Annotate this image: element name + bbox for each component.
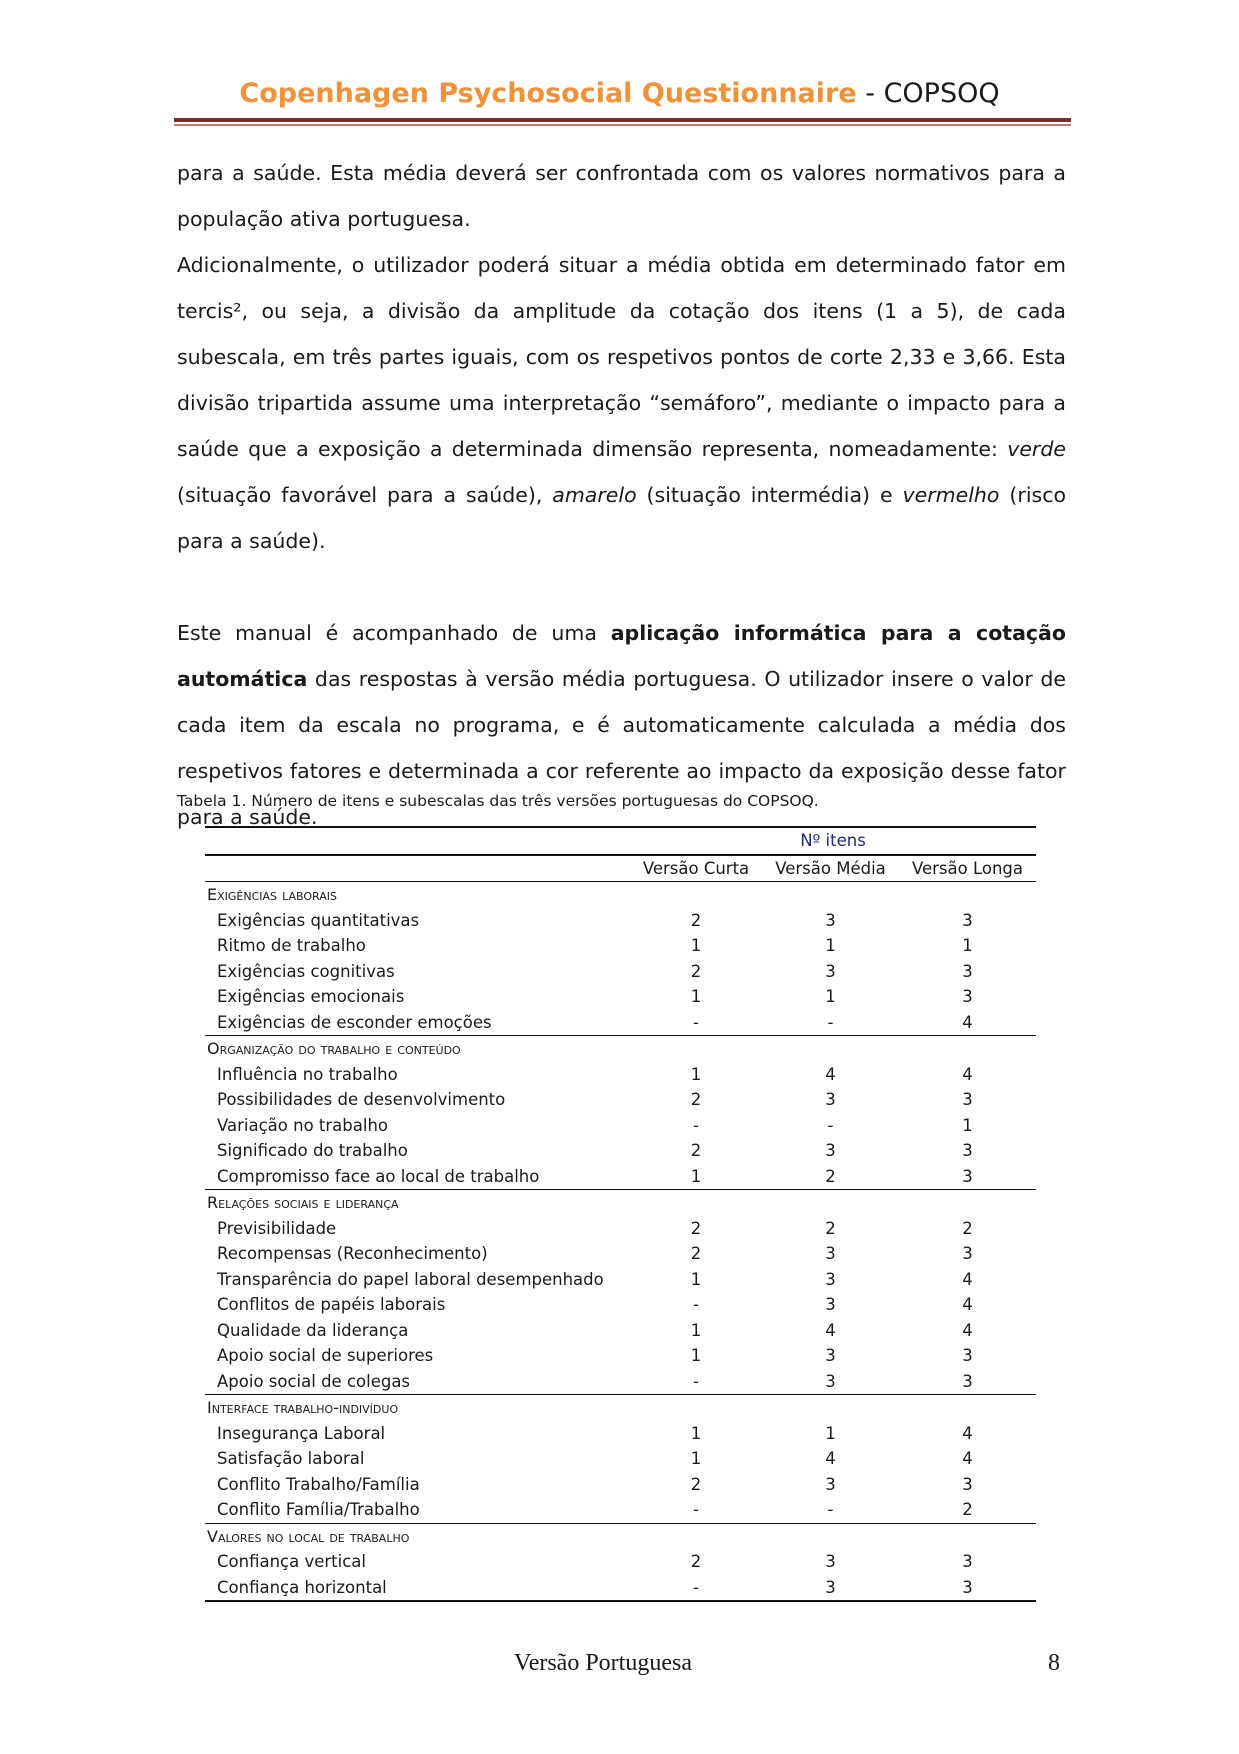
table-row-label: Qualidade da liderança xyxy=(217,1320,409,1340)
table-cell-value: 2 xyxy=(825,1166,836,1186)
table-row xyxy=(205,1241,1036,1267)
table-row-label: Significado do trabalho xyxy=(217,1141,408,1160)
term-vermelho: vermelho xyxy=(902,483,1000,507)
table-cell-value: 4 xyxy=(962,1269,973,1289)
table-section-title: Organização do trabalho e conteúdo xyxy=(205,1036,1036,1062)
table-cell-value: 2 xyxy=(690,1218,702,1238)
table-cell-value: - xyxy=(693,1115,699,1135)
table-row xyxy=(205,1472,1036,1498)
table-row-label: Insegurança Laboral xyxy=(217,1423,386,1443)
table-cell-value: 4 xyxy=(825,1320,836,1340)
table-section-row xyxy=(205,1523,1036,1549)
table-cell-value: 1 xyxy=(690,1269,702,1289)
table-cell-value: - xyxy=(827,1115,834,1135)
table-group-header: Nº itens xyxy=(630,827,1036,855)
table-section-row xyxy=(205,1036,1036,1062)
table-row-label: Exigências emocionais xyxy=(217,987,405,1006)
table-cell-value: 3 xyxy=(962,1474,973,1494)
table-row-label: Ritmo de trabalho xyxy=(217,936,366,955)
paragraph-2-text-c: (situação intermédia) e xyxy=(636,483,903,507)
table-cell-value: 1 xyxy=(690,1320,702,1340)
table-row-label: Satisfação laboral xyxy=(217,1449,365,1468)
table-row-label: Conflitos de papéis laborais xyxy=(217,1295,446,1314)
table-section-row xyxy=(205,882,1036,908)
table-row xyxy=(205,1497,1036,1523)
table-row xyxy=(205,1087,1036,1113)
table-cell-value: 2 xyxy=(825,1218,836,1238)
term-amarelo: amarelo xyxy=(552,483,637,507)
table-row-label: Possibilidades de desenvolvimento xyxy=(217,1090,506,1109)
table-row xyxy=(205,908,1036,934)
table-row xyxy=(205,959,1036,985)
table-cell-value: 1 xyxy=(690,1064,702,1084)
table-row-label: Exigências de esconder emoções xyxy=(217,1012,492,1032)
table-row xyxy=(205,1369,1036,1395)
table-section-row xyxy=(205,1395,1036,1421)
table-cell-value: 3 xyxy=(825,1295,836,1314)
paragraph-3-text-a: Este manual é acompanhado de uma xyxy=(177,621,611,645)
table-cell-value: 3 xyxy=(825,1474,836,1494)
table-row xyxy=(205,1062,1036,1088)
table-row xyxy=(205,1549,1036,1575)
table-cell-value: - xyxy=(827,1500,834,1519)
paragraph-gap xyxy=(177,564,1066,610)
table-cell-value: 2 xyxy=(962,1218,973,1238)
table-cell-value: 3 xyxy=(899,1575,1036,1602)
footer-page-number: 8 xyxy=(1048,1650,1060,1676)
table-cell-value: 2 xyxy=(690,1090,702,1109)
column-header-media: Versão Média xyxy=(762,855,899,882)
table-row xyxy=(205,1216,1036,1242)
table-cell-value: 1 xyxy=(690,1449,702,1468)
table-row-label: Variação no trabalho xyxy=(217,1115,389,1135)
table-cell-value: 1 xyxy=(690,1423,702,1443)
table-cell-value: 4 xyxy=(825,1064,836,1084)
page-header-title xyxy=(0,76,1239,112)
table-row xyxy=(205,1421,1036,1447)
table-cell-value: - xyxy=(693,1371,699,1391)
table-cell-value: - xyxy=(827,1012,834,1032)
table-cell-value: 3 xyxy=(825,1552,836,1571)
paragraph-1: para a saúde. Esta média deverá ser confrontada com os valores normativos para a população ativa portuguesa. xyxy=(177,161,1066,231)
table-cell-value: 3 xyxy=(825,1371,836,1391)
table-caption: Tabela 1. Número de itens e subescalas das três versões portuguesas do COPSOQ. xyxy=(177,792,819,810)
table-row xyxy=(205,1164,1036,1190)
table-row xyxy=(205,984,1036,1010)
table-cell-value: 1 xyxy=(690,936,702,955)
table-row xyxy=(205,1343,1036,1369)
table-cell-value: 4 xyxy=(962,1064,973,1084)
table-row-label: Influência no trabalho xyxy=(217,1064,398,1084)
table-cell-value: 1 xyxy=(825,1423,836,1443)
table-cell-value: 3 xyxy=(962,961,973,981)
table-cell-value: 2 xyxy=(962,1500,973,1519)
paragraph-3-bold: aplicação informática para a cotação automática xyxy=(177,621,1066,691)
table-cell-value: 3 xyxy=(825,1244,836,1263)
table-section-title: Interface trabalho-indivíduo xyxy=(205,1395,1036,1421)
table-cell-value: 2 xyxy=(690,961,702,981)
table-row-label: Conflito Família/Trabalho xyxy=(217,1500,420,1519)
term-verde: verde xyxy=(1007,437,1066,461)
table-cell-value: 1 xyxy=(825,987,836,1006)
table-cell-value: - xyxy=(630,1575,762,1602)
table-cell-value: 1 xyxy=(962,1115,973,1135)
table-cell-value: 3 xyxy=(825,1141,836,1160)
table-cell-value: 4 xyxy=(825,1449,836,1468)
table-cell-value: 3 xyxy=(825,1269,836,1289)
table-cell-value: 3 xyxy=(962,1244,973,1263)
footer-version-label: Versão Portuguesa xyxy=(514,1650,692,1676)
table-cell-value: - xyxy=(693,1012,699,1032)
table-cell-value: 4 xyxy=(962,1423,973,1443)
table-row xyxy=(205,1010,1036,1036)
table-cell-value: 2 xyxy=(690,910,702,930)
table-row-label: Previsibilidade xyxy=(217,1218,337,1238)
table-column-header-row xyxy=(205,855,1036,882)
table-row xyxy=(205,1575,1036,1602)
table-row-label: Recompensas (Reconhecimento) xyxy=(217,1244,488,1263)
table-cell-value: 3 xyxy=(825,1346,836,1365)
table-cell-value: 4 xyxy=(962,1320,973,1340)
table-row-label: Exigências quantitativas xyxy=(217,910,420,930)
table-row-label: Apoio social de superiores xyxy=(217,1346,434,1365)
table-cell-value: 3 xyxy=(962,987,973,1006)
table-row-label: Confiança vertical xyxy=(217,1552,366,1571)
table-cell-value: 2 xyxy=(690,1552,702,1571)
table-cell-value: 1 xyxy=(690,1166,702,1186)
header-title-main: Copenhagen Psychosocial Questionnaire xyxy=(239,78,857,109)
table-row-label: Confiança horizontal xyxy=(205,1575,630,1602)
table-row xyxy=(205,1267,1036,1293)
table-cell-value: - xyxy=(693,1500,699,1519)
table-cell-value: 3 xyxy=(762,1575,899,1602)
items-table xyxy=(205,826,1036,1602)
table-row xyxy=(205,933,1036,959)
table-section-title: Exigências laborais xyxy=(207,885,337,904)
table-row-label: Transparência do papel laboral desempenhado xyxy=(217,1269,604,1289)
table-cell-value: 3 xyxy=(962,1346,973,1365)
table-cell-value: 3 xyxy=(962,1090,973,1109)
column-header-longa: Versão Longa xyxy=(899,855,1036,882)
table-cell-value: 3 xyxy=(962,910,973,930)
table-cell-value: 3 xyxy=(825,1090,836,1109)
table-row xyxy=(205,1446,1036,1472)
table-cell-value: 3 xyxy=(962,1552,973,1571)
table-cell-value: 2 xyxy=(690,1474,702,1494)
table-cell-value: 1 xyxy=(825,936,836,955)
table-cell-value: 4 xyxy=(962,1012,973,1032)
table-cell-value: 3 xyxy=(825,910,836,930)
table-row xyxy=(205,1318,1036,1344)
column-header-curta: Versão Curta xyxy=(630,855,762,882)
paragraph-3-text-b: das respostas à versão média portuguesa. O utilizador insere o valor de cada item da escala no programa, e é automaticamente calculada a média dos respetivos fatores e determinada a cor referente ao impacto da exposição desse fator para a saúde. xyxy=(177,667,1066,829)
table-row-label: Compromisso face ao local de trabalho xyxy=(217,1166,540,1186)
table-row-label: Conflito Trabalho/Família xyxy=(217,1474,420,1494)
header-title-acronym: COPSOQ xyxy=(883,78,1000,109)
paragraph-2 xyxy=(177,242,1066,564)
table-cell-value: 3 xyxy=(825,961,836,981)
paragraph-2-text-a: Adicionalmente, o utilizador poderá situar a média obtida em determinado fator em tercis², ou seja, a divisão da amplitude da cotação dos itens (1 a 5), de cada subescala, em três partes iguais, com os respetivos pontos de corte 2,33 e 3,66. Esta divisão tripartida assume uma interpretação “semáforo”, mediante o impacto para a saúde que a exposição a determinada dimensão representa, nomeadamente: xyxy=(177,253,1066,461)
header-divider-thick xyxy=(174,118,1071,122)
table-cell-value: 2 xyxy=(690,1141,702,1160)
table-cell-value: 1 xyxy=(690,987,702,1006)
table-row xyxy=(205,1138,1036,1164)
body-text xyxy=(177,150,1066,840)
table-cell-value: - xyxy=(693,1295,699,1314)
table-row xyxy=(205,1113,1036,1139)
table-row-label: Exigências cognitivas xyxy=(217,961,395,981)
table-cell-value: 4 xyxy=(962,1295,973,1314)
table-cell-value: 3 xyxy=(962,1166,973,1186)
table-cell-value: 3 xyxy=(962,1371,973,1391)
table-cell-value: 1 xyxy=(962,936,973,955)
header-divider-thin xyxy=(174,124,1071,126)
paragraph-2-text-b: (situação favorável para a saúde), xyxy=(177,483,553,507)
table-section-row xyxy=(205,1190,1036,1216)
header-title-separator: - xyxy=(856,78,884,109)
table-cell-value: 4 xyxy=(962,1449,973,1468)
table-cell-value: 3 xyxy=(962,1141,973,1160)
table-row xyxy=(205,1292,1036,1318)
table-group-header-row xyxy=(205,827,1036,855)
table-row-label: Apoio social de colegas xyxy=(217,1371,411,1391)
table-cell-value: 2 xyxy=(690,1244,702,1263)
table-section-title: Valores no local de trabalho xyxy=(205,1523,1036,1549)
table-section-title: Relações sociais e liderança xyxy=(205,1190,1036,1216)
table-cell-value: 1 xyxy=(690,1346,702,1365)
paragraph-2-text-d: (risco para a saúde). xyxy=(177,483,1067,553)
